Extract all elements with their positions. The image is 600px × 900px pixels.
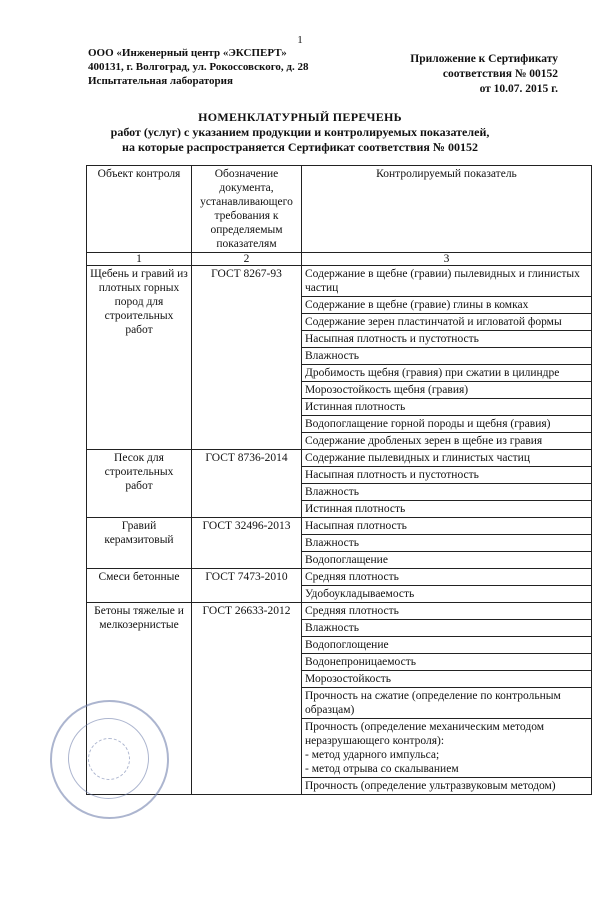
nomenclature-table: [86, 165, 592, 795]
parameter-cell: Насыпная плотность и пустотность: [302, 331, 592, 348]
organization-name: ООО «Инженерный центр «ЭКСПЕРТ»: [88, 47, 287, 59]
parameter-cell: Водопоглащение горной породы и щебня (гравия): [302, 416, 592, 433]
parameter-cell: Средняя плотность: [302, 569, 592, 586]
parameter-cell: Насыпная плотность и пустотность: [302, 467, 592, 484]
table-row: [87, 569, 592, 586]
object-cell: Песок для строительных работ: [87, 450, 192, 518]
gost-cell: ГОСТ 7473-2010: [192, 569, 302, 603]
gost-cell: ГОСТ 32496-2013: [192, 518, 302, 569]
parameter-cell: Содержание в щебне (гравии) пылевидных и глинистых частиц: [302, 266, 592, 297]
title-subtitle-line2: на которые распространяется Сертификат соответствия № 00152: [122, 140, 478, 154]
parameter-cell: Содержание дробленых зерен в щебне из гравия: [302, 433, 592, 450]
parameter-cell: Содержание в щебне (гравие) глины в комках: [302, 297, 592, 314]
table-body: [87, 266, 592, 795]
header-parameter: Контролируемый показатель: [302, 166, 592, 253]
parameter-cell: Водопоглащение: [302, 552, 592, 569]
parameter-cell: Прочность на сжатие (определение по контрольным образцам): [302, 688, 592, 719]
table-row: [87, 266, 592, 297]
parameter-cell: Влажность: [302, 620, 592, 637]
parameter-cell: Морозостойкость: [302, 671, 592, 688]
parameter-cell: Морозостойкость щебня (гравия): [302, 382, 592, 399]
appendix-label: Приложение к Сертификату: [410, 53, 558, 65]
parameter-cell: Содержание пылевидных и глинистых частиц: [302, 450, 592, 467]
gost-cell: ГОСТ 8736-2014: [192, 450, 302, 518]
column-number-row: [87, 253, 592, 266]
certificate-number: соответствия № 00152: [442, 68, 558, 80]
parameter-cell: Влажность: [302, 535, 592, 552]
parameter-cell: Насыпная плотность: [302, 518, 592, 535]
parameter-cell: Водопоглощение: [302, 637, 592, 654]
organization-header: [88, 46, 308, 88]
laboratory-name: Испытательная лаборатория: [88, 75, 233, 87]
table-row: [87, 603, 592, 620]
parameter-cell: Водонепроницаемость: [302, 654, 592, 671]
table-row: [87, 450, 592, 467]
title-subtitle-line1: работ (услуг) с указанием продукции и контролируемых показателей,: [110, 125, 490, 139]
parameter-cell: Дробимость щебня (гравия) при сжатии в цилиндре: [302, 365, 592, 382]
parameter-cell: Влажность: [302, 348, 592, 365]
parameter-cell: Истинная плотность: [302, 399, 592, 416]
header-object: Объект контроля: [87, 166, 192, 253]
certificate-reference: [410, 52, 558, 97]
certificate-date: от 10.07. 2015 г.: [479, 83, 558, 95]
seal-stamp: [50, 700, 169, 819]
table-row: [87, 518, 592, 535]
parameter-cell: Содержание зерен пластинчатой и игловатой формы: [302, 314, 592, 331]
column-number: 3: [302, 253, 592, 266]
gost-cell: ГОСТ 26633-2012: [192, 603, 302, 795]
gost-cell: ГОСТ 8267-93: [192, 266, 302, 450]
parameter-cell: Средняя плотность: [302, 603, 592, 620]
column-number: 1: [87, 253, 192, 266]
parameter-cell: Прочность (определение ультразвуковым методом): [302, 778, 592, 795]
object-cell: Гравий керамзитовый: [87, 518, 192, 569]
parameter-cell: Прочность (определение механическим методом неразрушающего контроля): - метод ударного импульса; - метод отрыва со скалыванием: [302, 719, 592, 778]
table-header-row: [87, 166, 592, 253]
column-number: 2: [192, 253, 302, 266]
title-main: НОМЕНКЛАТУРНЫЙ ПЕРЕЧЕНЬ: [198, 110, 402, 124]
parameter-cell: Удобоукладываемость: [302, 586, 592, 603]
object-cell: Смеси бетонные: [87, 569, 192, 603]
object-cell: Бетоны тяжелые и мелкозернистые: [87, 603, 192, 795]
parameter-cell: Влажность: [302, 484, 592, 501]
object-cell: Щебень и гравий из плотных горных пород для строительных работ: [87, 266, 192, 450]
organization-address: 400131, г. Волгоград, ул. Рокоссовского, д. 28: [88, 61, 309, 73]
page-number: 1: [297, 34, 303, 46]
parameter-cell: Истинная плотность: [302, 501, 592, 518]
document-title: [0, 110, 600, 155]
header-document: Обозначение документа, устанавливающего требования к определяемым показателям: [192, 166, 302, 253]
